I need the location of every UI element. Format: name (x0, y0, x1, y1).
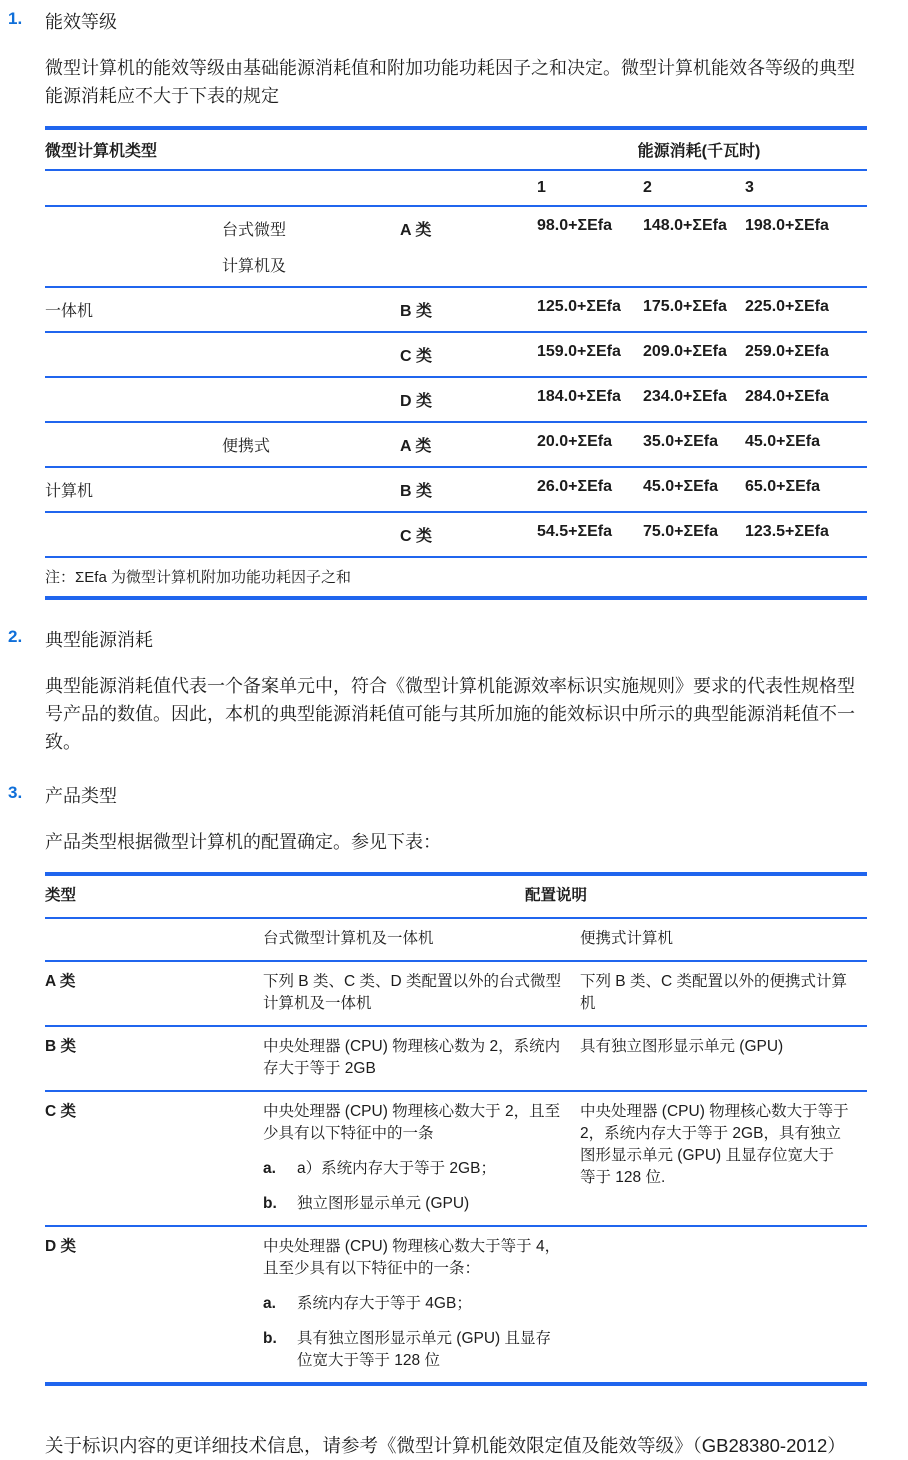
energy-table-header-row (45, 130, 867, 171)
table-row (45, 962, 867, 1027)
table-row (45, 333, 867, 378)
portable-config-cell: 具有独立图形显示单元 (GPU) (580, 1038, 784, 1055)
grade2-value: 209.0+ΣEfa (643, 343, 727, 360)
grade2-value: 75.0+ΣEfa (643, 523, 718, 540)
section-3-heading (8, 782, 870, 808)
grade2-value: 45.0+ΣEfa (643, 478, 718, 495)
section-2-number: 2. (8, 627, 23, 646)
type-table-header-row (45, 876, 867, 919)
grade1-value: 20.0+ΣEfa (537, 433, 612, 450)
type-cell: D 类 (45, 1238, 77, 1255)
class-cell: B 类 (400, 483, 433, 500)
grade2-value: 148.0+ΣEfa (643, 217, 727, 234)
subgroup-line2: 计算机及 (222, 258, 287, 275)
grade3-value: 65.0+ΣEfa (745, 478, 820, 495)
type-col-header: 类型 (45, 887, 77, 904)
class-cell: C 类 (400, 348, 433, 365)
type-cell: A 类 (45, 973, 76, 990)
grade3-value: 198.0+ΣEfa (745, 217, 829, 234)
type-cell: C 类 (45, 1103, 77, 1120)
group-cell (45, 378, 222, 421)
desktop-config-cell: 中央处理器 (CPU) 物理核心数为 2，系统内存大于等于 2GB (263, 1038, 561, 1077)
grade1-value: 98.0+ΣEfa (537, 217, 612, 234)
list-item-text: a）系统内存大于等于 2GB； (297, 1160, 496, 1177)
list-item (263, 1293, 562, 1315)
grade3-value: 259.0+ΣEfa (745, 343, 829, 360)
desktop-config-cell: 下列 B 类、C 类、D 类配置以外的台式微型计算机及一体机 (263, 973, 561, 1012)
list-item (263, 1193, 562, 1215)
group-cell (45, 423, 222, 466)
list-marker-b: b. (263, 1330, 277, 1347)
subgroup-cell (222, 378, 400, 421)
type-table-subheader-row (45, 919, 867, 962)
section-1-title: 能效等级 (45, 12, 117, 32)
subgroup-cell: 便携式 (222, 438, 271, 455)
section-1-heading (8, 8, 870, 34)
section-3-title: 产品类型 (45, 786, 117, 806)
class-cell: A 类 (400, 222, 432, 239)
desktop-config-cell (263, 1227, 580, 1382)
subgroup-line1: 台式微型 (222, 222, 287, 239)
list-item-text: 系统内存大于等于 4GB； (297, 1295, 472, 1312)
grade3-value: 45.0+ΣEfa (745, 433, 820, 450)
table-row (45, 1092, 867, 1227)
portable-subheader: 便携式计算机 (580, 930, 674, 947)
footer-reference-paragraph: 关于标识内容的更详细技术信息，请参考《微型计算机能效限定值及能效等级》（GB28380-2012） (45, 1435, 846, 1456)
section-1-number: 1. (8, 9, 23, 28)
portable-config-cell: 下列 B 类、C 类配置以外的便携式计算机 (580, 973, 847, 1012)
energy-table-col2-header: 能源消耗(千瓦时) (637, 143, 761, 160)
desktop-config-intro: 中央处理器 (CPU) 物理核心数大于 2，且至少具有以下特征中的一条 (263, 1103, 561, 1142)
portable-config-cell (580, 1227, 867, 1382)
energy-table-note: 注：ΣEfa 为微型计算机附加功能功耗因子之和 (45, 569, 351, 586)
energy-table-col1-header: 微型计算机类型 (45, 143, 158, 160)
class-cell: A 类 (400, 438, 432, 455)
grade-3-header: 3 (745, 179, 754, 196)
table-row (45, 513, 867, 558)
table-row (45, 423, 867, 468)
grade1-value: 54.5+ΣEfa (537, 523, 612, 540)
section-1-paragraph: 微型计算机的能效等级由基础能源消耗值和附加功能功耗因子之和决定。微型计算机能效各等级的典型能源消耗应不大于下表的规定 (45, 58, 855, 106)
desktop-config-intro: 中央处理器 (CPU) 物理核心数大于等于 4，且至少具有以下特征中的一条： (263, 1238, 561, 1277)
list-marker-b: b. (263, 1195, 277, 1212)
type-cell: B 类 (45, 1038, 77, 1055)
list-item (263, 1328, 562, 1372)
portable-config-cell: 中央处理器 (CPU) 物理核心数大于等于 2，系统内存大于等于 2GB，具有独立图形显示单元 (GPU) 且显存位宽大于等于 128 位. (580, 1103, 849, 1186)
list-marker-a: a. (263, 1160, 276, 1177)
subgroup-cell (222, 333, 400, 376)
section-product-type (8, 782, 870, 1386)
grade2-value: 35.0+ΣEfa (643, 433, 718, 450)
grade1-value: 159.0+ΣEfa (537, 343, 621, 360)
table-row (45, 378, 867, 423)
section-3-paragraph: 产品类型根据微型计算机的配置确定。参见下表： (45, 832, 441, 852)
table-row (45, 1227, 867, 1382)
table-row (45, 1027, 867, 1092)
grade3-value: 225.0+ΣEfa (745, 298, 829, 315)
class-cell: D 类 (400, 393, 433, 410)
subgroup-cell (222, 207, 400, 286)
desktop-config-cell (263, 1092, 580, 1225)
group-cell (45, 333, 222, 376)
table-row (45, 288, 867, 333)
section-energy-efficiency-grade (8, 8, 870, 600)
group-cell (45, 207, 222, 286)
grade1-value: 125.0+ΣEfa (537, 298, 621, 315)
group-cell: 计算机 (45, 483, 94, 500)
table-row (45, 468, 867, 513)
grade1-value: 184.0+ΣEfa (537, 388, 621, 405)
energy-consumption-table (45, 126, 867, 600)
class-cell: B 类 (400, 303, 433, 320)
list-marker-a: a. (263, 1295, 276, 1312)
subgroup-cell (222, 288, 400, 331)
product-type-table (45, 872, 867, 1386)
list-item-text: 独立图形显示单元 (GPU) (297, 1195, 470, 1212)
section-typical-energy-consumption (8, 626, 870, 756)
section-3-number: 3. (8, 783, 23, 802)
grade2-value: 175.0+ΣEfa (643, 298, 727, 315)
grade3-value: 123.5+ΣEfa (745, 523, 829, 540)
grade-1-header: 1 (537, 179, 546, 196)
section-2-heading (8, 626, 870, 652)
section-2-title: 典型能源消耗 (45, 630, 153, 650)
list-item (263, 1158, 562, 1180)
group-cell: 一体机 (45, 303, 94, 320)
list-item-text: 具有独立图形显示单元 (GPU) 且显存位宽大于等于 128 位 (297, 1330, 552, 1369)
section-2-paragraph: 典型能源消耗值代表一个备案单元中，符合《微型计算机能源效率标识实施规则》要求的代表性规格型号产品的数值。因此，本机的典型能源消耗值可能与其所加施的能效标识中所示的典型能源消耗值不一致。 (45, 676, 855, 752)
grade1-value: 26.0+ΣEfa (537, 478, 612, 495)
config-col-header: 配置说明 (524, 887, 587, 904)
subgroup-cell (222, 513, 400, 556)
energy-table-grade-row (45, 171, 867, 207)
subgroup-cell (222, 468, 400, 511)
class-cell: C 类 (400, 528, 433, 545)
desktop-subheader: 台式微型计算机及一体机 (263, 930, 434, 947)
grade2-value: 234.0+ΣEfa (643, 388, 727, 405)
group-cell (45, 513, 222, 556)
grade-2-header: 2 (643, 179, 652, 196)
table-row (45, 207, 867, 288)
spacer-cell (45, 919, 263, 960)
grade3-value: 284.0+ΣEfa (745, 388, 829, 405)
spacer-cell (45, 171, 537, 205)
